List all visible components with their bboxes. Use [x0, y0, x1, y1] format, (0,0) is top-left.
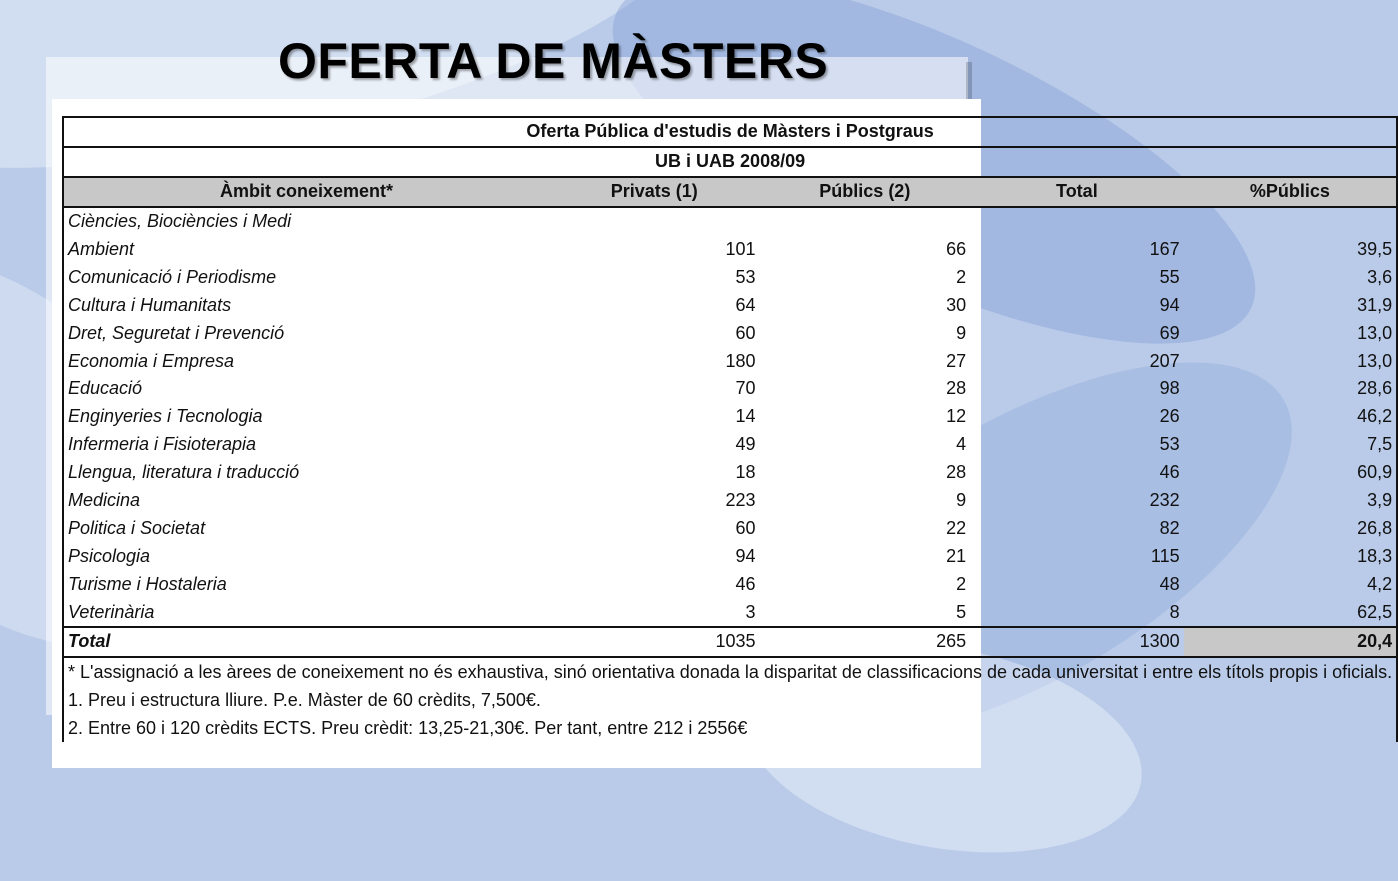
- total-cell: 94: [1159, 294, 1180, 315]
- publics-cell: 30: [946, 294, 967, 315]
- column-header: Total: [970, 177, 1184, 207]
- pct-publics-cell: 31,9: [1184, 291, 1398, 319]
- publics-cell: 2: [956, 266, 967, 287]
- masters-table: [62, 116, 1398, 742]
- publics-cell: 66: [946, 239, 967, 259]
- publics-cell: 9: [956, 322, 967, 343]
- table-row: [63, 375, 1397, 403]
- table-row: [63, 459, 1397, 487]
- pct-publics-cell: 3,6: [1184, 263, 1398, 291]
- privats-cell: 101: [725, 239, 756, 259]
- privats-cell: 49: [735, 434, 756, 455]
- privats-cell: 46: [735, 573, 756, 594]
- pct-publics-cell: 46,2: [1184, 403, 1398, 431]
- area-cell: Ambient: [63, 236, 549, 264]
- privats-cell: 64: [735, 294, 756, 315]
- notes-row: [63, 657, 1397, 742]
- area-cell: Psicologia: [63, 542, 549, 570]
- total-cell: 55: [1159, 266, 1180, 287]
- privats-cell: 53: [735, 266, 756, 287]
- table-row: [63, 291, 1397, 319]
- pct-publics-cell: 60,9: [1184, 459, 1398, 487]
- area-cell: Turisme i Hostaleria: [63, 570, 549, 598]
- publics-cell: 2: [956, 573, 967, 594]
- area-cell: Veterinària: [63, 598, 549, 627]
- table-title: Oferta Pública d'estudis de Màsters i Postgraus: [63, 117, 1397, 147]
- total-cell: 98: [1159, 378, 1180, 399]
- total-privats: 1035: [549, 627, 760, 657]
- total-cell: 207: [1149, 350, 1180, 371]
- table-row: [63, 514, 1397, 542]
- total-cell: 26: [1159, 406, 1180, 427]
- pct-publics-cell: 13,0: [1184, 319, 1398, 347]
- total-cell: 53: [1159, 434, 1180, 455]
- privats-cell: 223: [725, 490, 756, 511]
- total-cell: 167: [1149, 239, 1180, 259]
- table-row: [63, 263, 1397, 291]
- publics-cell: 5: [956, 601, 967, 622]
- area-cell-line1: Ciències, Biociències i Medi: [63, 207, 1397, 236]
- publics-cell: 22: [946, 517, 967, 538]
- privats-cell: 18: [735, 462, 756, 483]
- table-row: [63, 236, 1397, 264]
- privats-cell: 14: [735, 406, 756, 427]
- publics-cell: 4: [956, 434, 967, 455]
- area-cell: Medicina: [63, 487, 549, 515]
- table-row: [63, 431, 1397, 459]
- publics-cell: 28: [946, 378, 967, 399]
- table-row: [63, 598, 1397, 627]
- publics-cell: 9: [956, 490, 967, 511]
- total-total: 1300: [970, 627, 1184, 657]
- publics-cell: 27: [946, 350, 967, 371]
- total-cell: 115: [1150, 545, 1180, 566]
- area-cell: Infermeria i Fisioterapia: [63, 431, 549, 459]
- table-row: [63, 403, 1397, 431]
- table-title-row: [63, 117, 1397, 147]
- footnotes: [63, 657, 1397, 742]
- privats-cell: 180: [725, 350, 756, 371]
- total-cell: 82: [1159, 517, 1180, 538]
- table-row: [63, 319, 1397, 347]
- total-cell: 46: [1159, 462, 1180, 483]
- area-cell: Llengua, literatura i traducció: [63, 459, 549, 487]
- publics-cell: 21: [946, 545, 967, 566]
- footnote: 1. Preu i estructura lliure. P.e. Màster de 60 crèdits, 7,500€.: [68, 689, 541, 710]
- privats-cell: 3: [745, 601, 756, 622]
- total-row: [63, 627, 1397, 657]
- total-cell: 8: [1169, 601, 1180, 622]
- pct-publics-cell: 39,5: [1184, 236, 1398, 264]
- privats-cell: 94: [735, 545, 756, 566]
- table-row: [63, 487, 1397, 515]
- table-row: [63, 207, 1397, 236]
- column-header: Privats (1): [549, 177, 760, 207]
- pct-publics-cell: 28,6: [1184, 375, 1398, 403]
- table-image: [52, 99, 1393, 768]
- table-subtitle: UB i UAB 2008/09: [63, 147, 1397, 177]
- privats-cell: 60: [735, 517, 756, 538]
- column-header-row: [63, 177, 1397, 207]
- total-label: Total: [63, 627, 549, 657]
- table-row: [63, 347, 1397, 375]
- slide-title: OFERTA DE MÀSTERS: [278, 33, 829, 89]
- privats-cell: 70: [735, 378, 756, 399]
- total-cell: 232: [1149, 490, 1180, 511]
- table-row: [63, 542, 1397, 570]
- table-subtitle-row: [63, 147, 1397, 177]
- pct-publics-cell: 3,9: [1184, 487, 1398, 515]
- pct-publics-cell: 62,5: [1184, 598, 1398, 627]
- total-pct-publics: 20,4: [1184, 627, 1398, 657]
- area-cell: Dret, Seguretat i Prevenció: [63, 319, 549, 347]
- total-cell: 48: [1159, 573, 1180, 594]
- pct-publics-cell: 18,3: [1184, 542, 1398, 570]
- area-cell: Cultura i Humanitats: [63, 291, 549, 319]
- column-header: Públics (2): [760, 177, 971, 207]
- area-cell: Comunicació i Periodisme: [63, 263, 549, 291]
- area-cell: Economia i Empresa: [63, 347, 549, 375]
- total-publics: 265: [760, 627, 971, 657]
- table-row: [63, 570, 1397, 598]
- area-cell: Politica i Societat: [63, 514, 549, 542]
- publics-cell: 12: [946, 406, 967, 427]
- footnote: 2. Entre 60 i 120 crèdits ECTS. Preu crèdit: 13,25-21,30€. Per tant, entre 212 i 2556€: [68, 717, 748, 738]
- column-header: Àmbit coneixement*: [63, 177, 549, 207]
- pct-publics-cell: 26,8: [1184, 514, 1398, 542]
- total-cell: 69: [1159, 322, 1180, 343]
- footnote: * L'assignació a les àrees de coneixement no és exhaustiva, sinó orientativa donada la disparitat de classificacions de cada universitat i entre els títols propis i oficials.: [68, 661, 1393, 682]
- area-cell: Enginyeries i Tecnologia: [63, 403, 549, 431]
- column-header: %Públics: [1184, 177, 1398, 207]
- pct-publics-cell: 13,0: [1184, 347, 1398, 375]
- publics-cell: 28: [946, 462, 967, 483]
- pct-publics-cell: 4,2: [1184, 570, 1398, 598]
- privats-cell: 60: [735, 322, 756, 343]
- area-cell: Educació: [63, 375, 549, 403]
- pct-publics-cell: 7,5: [1184, 431, 1398, 459]
